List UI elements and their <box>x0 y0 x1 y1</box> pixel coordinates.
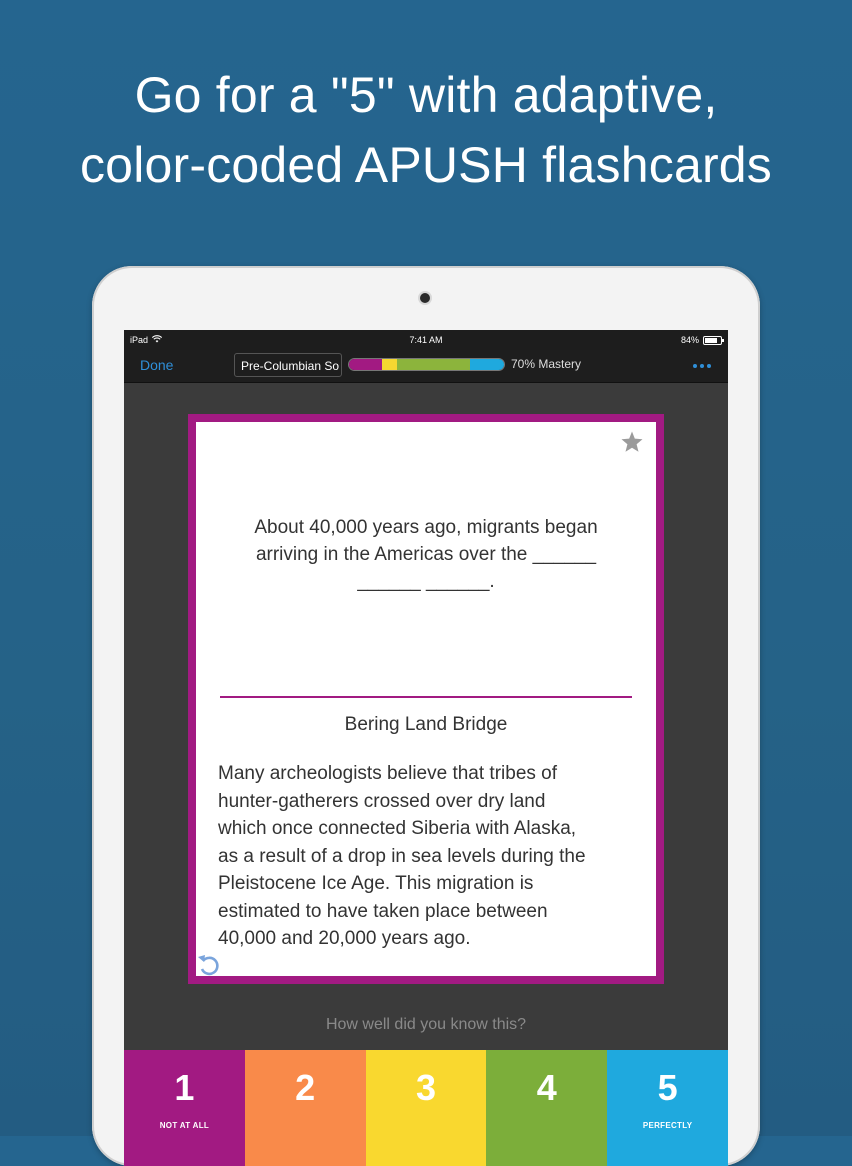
card-term: Bering Land Bridge <box>344 714 508 735</box>
mastery-segment <box>397 359 470 370</box>
headline-line-2: color-coded APUSH flashcards <box>79 137 773 193</box>
rating-prompt: How well did you know this? <box>325 1016 527 1033</box>
rating-caption: NOT AT ALL <box>159 1121 210 1130</box>
front-camera <box>420 293 430 303</box>
mastery-segment <box>349 359 382 370</box>
answer-line: estimated to have taken place between <box>218 900 548 922</box>
rating-number: 4 <box>536 1067 557 1108</box>
rating-button-2[interactable] <box>245 1050 366 1166</box>
rating-number: 5 <box>657 1067 678 1108</box>
app-screen <box>124 330 728 1166</box>
answer-line: Pleistocene Ice Age. This migration is <box>218 873 534 894</box>
question-line: ______ ______. <box>357 571 495 592</box>
marketing-headline <box>0 60 852 200</box>
device-label: iPad <box>130 335 149 345</box>
answer-line: as a result of a drop in sea levels during the <box>218 845 586 867</box>
flashcard[interactable] <box>196 422 656 976</box>
star-icon[interactable] <box>620 430 644 459</box>
rating-button-1[interactable] <box>124 1050 245 1166</box>
deck-title-field[interactable]: Pre-Columbian So <box>234 353 342 377</box>
status-right <box>681 330 722 350</box>
ipad-device-frame <box>92 266 760 1166</box>
mastery-segment <box>470 359 504 370</box>
rating-button-4[interactable] <box>486 1050 607 1166</box>
nav-bar <box>124 350 728 383</box>
undo-icon[interactable] <box>196 952 222 983</box>
mastery-segment <box>382 359 398 370</box>
battery-icon <box>703 336 722 345</box>
status-time: 7:41 AM <box>409 335 443 345</box>
question-line: About 40,000 years ago, migrants began <box>254 517 598 538</box>
rating-button-5[interactable] <box>607 1050 728 1166</box>
rating-buttons <box>124 1050 728 1166</box>
card-divider <box>220 696 632 698</box>
answer-line: which once connected Siberia with Alaska, <box>218 818 577 839</box>
battery-percent: 84% <box>680 335 699 345</box>
answer-line: Many archeologists believe that tribes of <box>218 763 558 784</box>
card-question <box>220 514 632 595</box>
answer-line: 40,000 and 20,000 years ago. <box>218 928 471 949</box>
rating-number: 1 <box>174 1067 195 1108</box>
rating-caption: PERFECTLY <box>642 1121 693 1130</box>
status-bar <box>124 330 728 350</box>
mastery-progress-bar <box>348 358 505 371</box>
rating-number: 3 <box>415 1067 436 1108</box>
card-answer <box>218 760 638 953</box>
flashcard-frame <box>188 414 664 984</box>
done-button[interactable]: Done <box>140 357 174 373</box>
headline-line-1: Go for a "5" with adaptive, <box>134 67 718 123</box>
answer-line: hunter-gatherers crossed over dry land <box>218 790 546 812</box>
rating-button-3[interactable] <box>366 1050 487 1166</box>
mastery-label: 70% Mastery <box>511 357 582 371</box>
rating-number: 2 <box>295 1067 316 1108</box>
more-dots-icon[interactable] <box>692 354 712 381</box>
question-line: arriving in the Americas over the ______ <box>255 544 597 565</box>
